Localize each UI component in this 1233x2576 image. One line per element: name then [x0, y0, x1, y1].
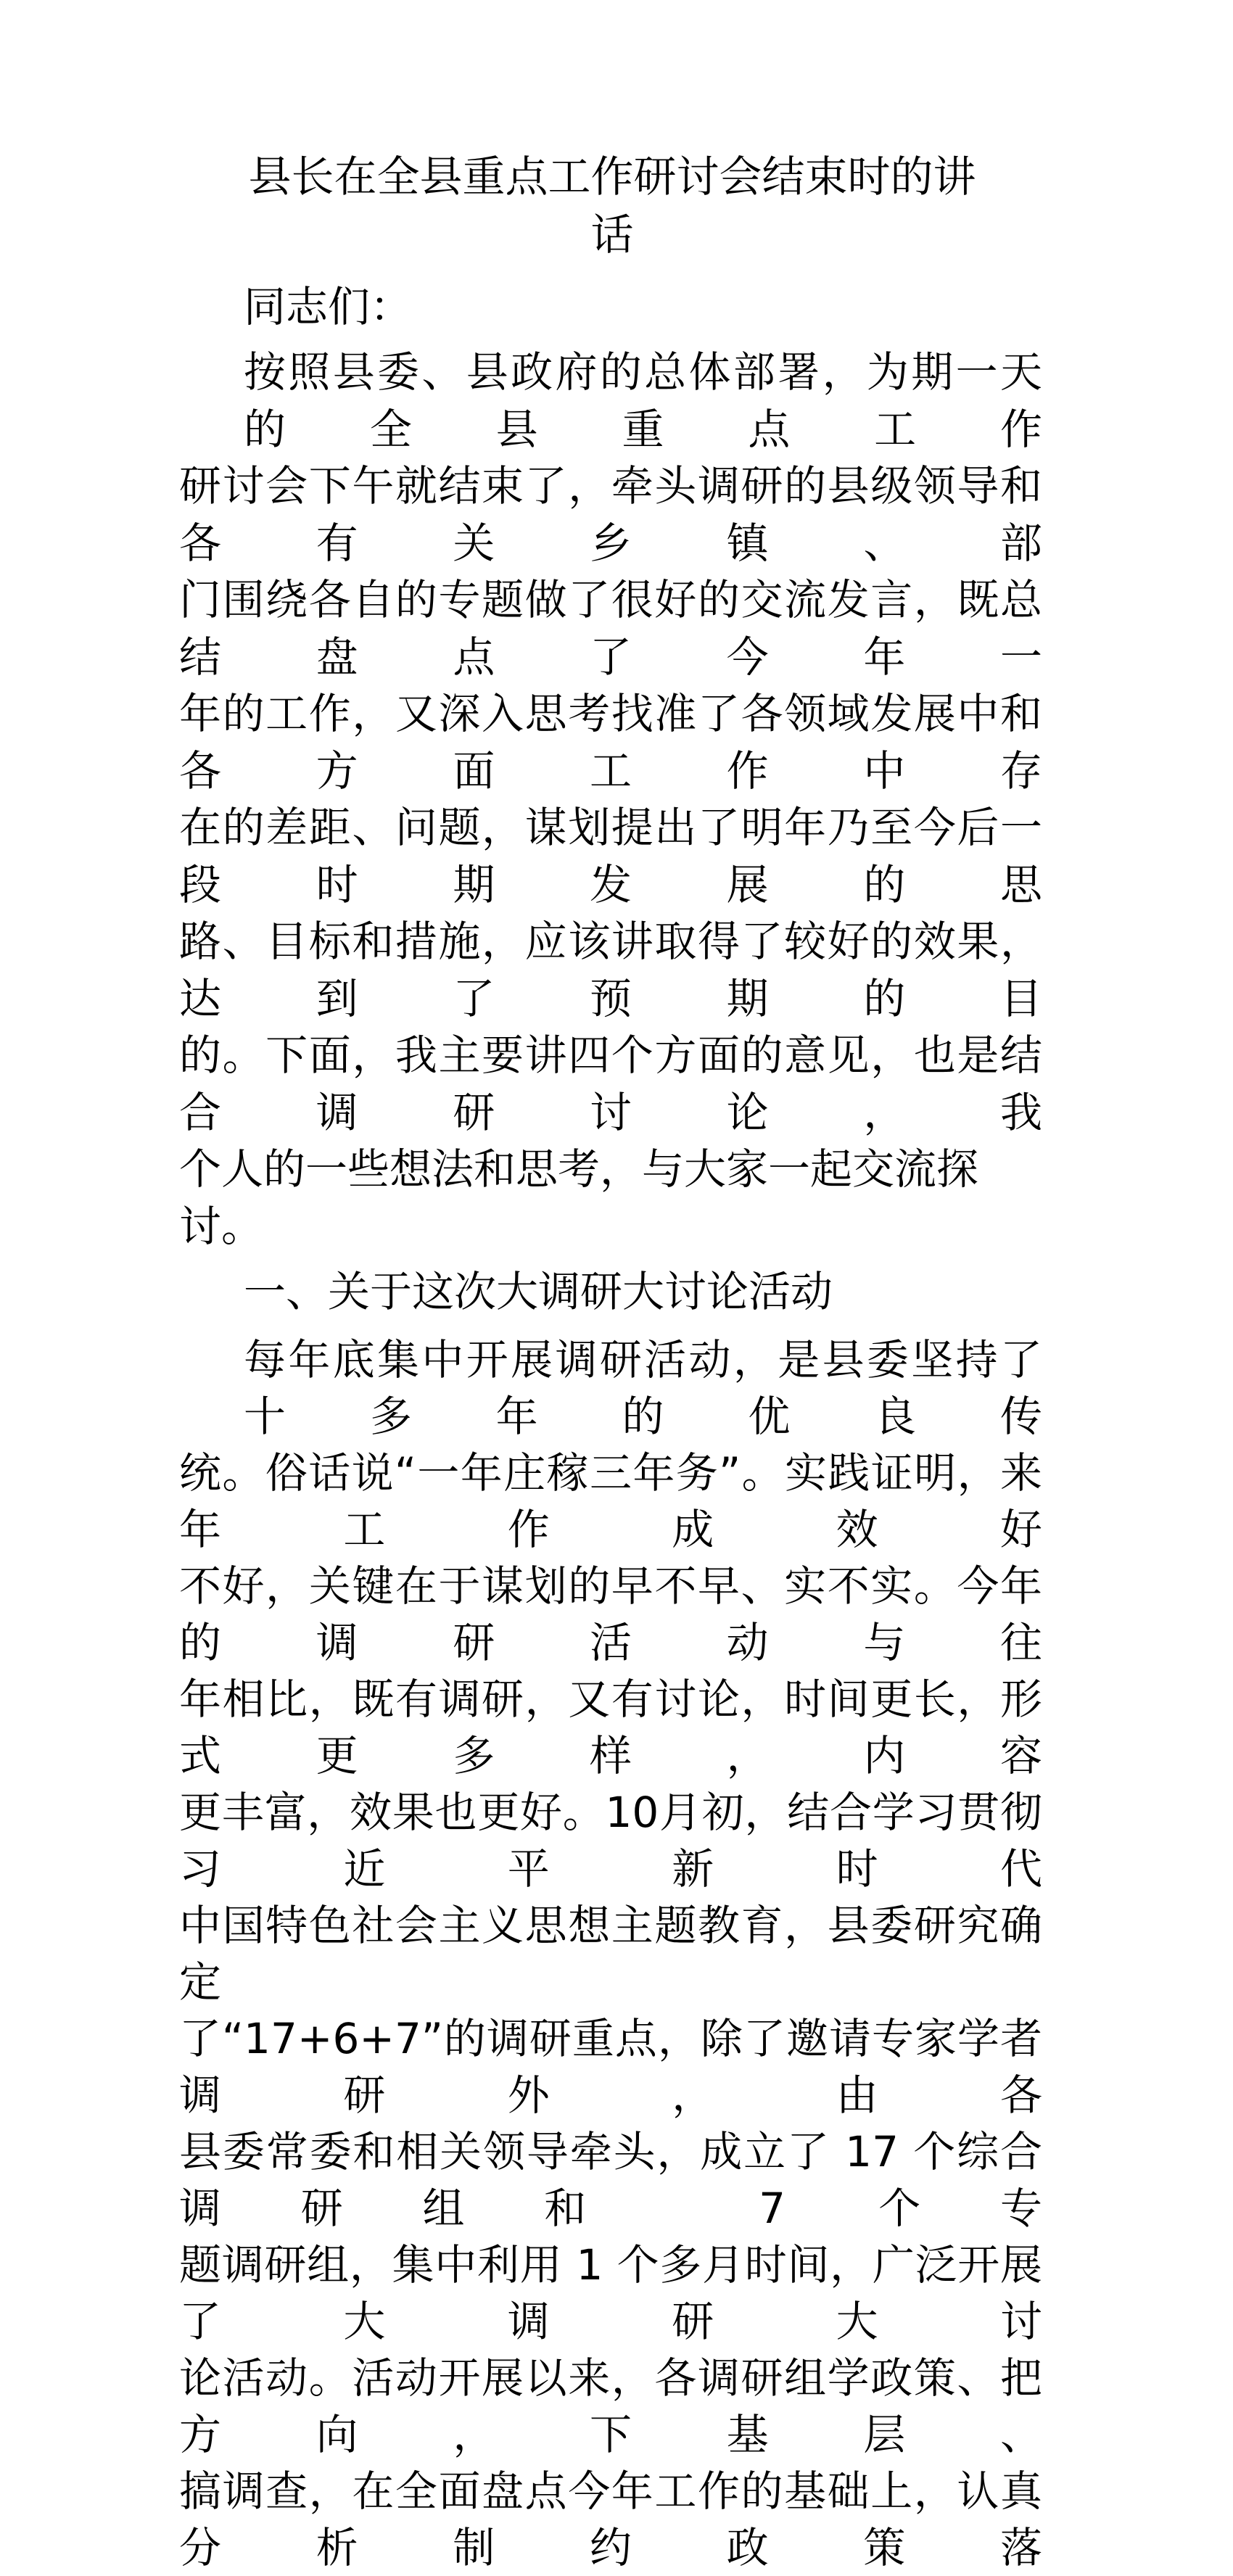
- paragraph-line: 年的工作，又深入思考找准了各领域发展中和各方面工作中存: [179, 689, 1042, 796]
- paragraph-line: 县委常委和相关领导牵头，成立了 17 个综合调研组和 7 个专: [179, 2127, 1042, 2233]
- paragraph-line: 路、目标和措施，应该讲取得了较好的效果，达到了预期的目: [179, 917, 1042, 1023]
- paragraph-line: 了“17+6+7”的调研重点，除了邀请专家学者调研外，由各: [179, 2014, 1042, 2120]
- paragraph-2: [0, 1332, 1233, 2576]
- paragraph-line: 个人的一些想法和思考，与大家一起交流探讨。: [179, 1144, 979, 1251]
- document-page: [0, 148, 1233, 2576]
- paragraph-line: 的。下面，我主要讲四个方面的意见，也是结合调研讨论，我: [179, 1031, 1042, 1137]
- paragraph-line: 论活动。活动开展以来，各调研组学政策、把方向，下基层、: [179, 2353, 1042, 2459]
- salutation: 同志们：: [244, 282, 413, 331]
- paragraph-line: 按照县委、县政府的总体部署，为期一天的全县重点工作: [244, 347, 1042, 454]
- paragraph-line: 门围绕各自的专题做了很好的交流发言，既总结盘点了今年一: [179, 575, 1042, 682]
- paragraph-line: 不好，关键在于谋划的早不早、实不实。今年的调研活动与往: [179, 1561, 1042, 1667]
- paragraph-line: 搞调查，在全面盘点今年工作的基础上，认真分析制约政策落: [179, 2466, 1042, 2572]
- paragraph-1: [0, 344, 1233, 1255]
- paragraph-line: 中国特色社会主义思想主题教育，县委研究确定: [179, 1901, 1042, 2007]
- document-title: 县长在全县重点工作研讨会结束时的讲话: [248, 152, 976, 260]
- paragraph-line: 统。俗话说“一年庄稼三年务”。实践证明，来年工作成效好: [179, 1448, 1042, 1554]
- paragraph-line: 题调研组，集中利用 1 个多月时间，广泛开展了大调研大讨: [179, 2240, 1042, 2346]
- paragraph-line: 研讨会下午就结束了，牵头调研的县级领导和各有关乡镇、部: [179, 461, 1042, 568]
- paragraph-line: 年相比，既有调研，又有讨论，时间更长，形式更多样，内容: [179, 1675, 1042, 1780]
- paragraph-line: 每年底集中开展调研活动，是县委坚持了十多年的优良传: [244, 1335, 1042, 1441]
- paragraph-line: 更丰富，效果也更好。10月初，结合学习贯彻习近平新时代: [179, 1788, 1042, 1894]
- paragraph-line: 在的差距、问题，谋划提出了明年乃至今后一段时期发展的思: [179, 803, 1042, 909]
- section-heading: 一、关于这次大调研大讨论活动: [244, 1267, 833, 1316]
